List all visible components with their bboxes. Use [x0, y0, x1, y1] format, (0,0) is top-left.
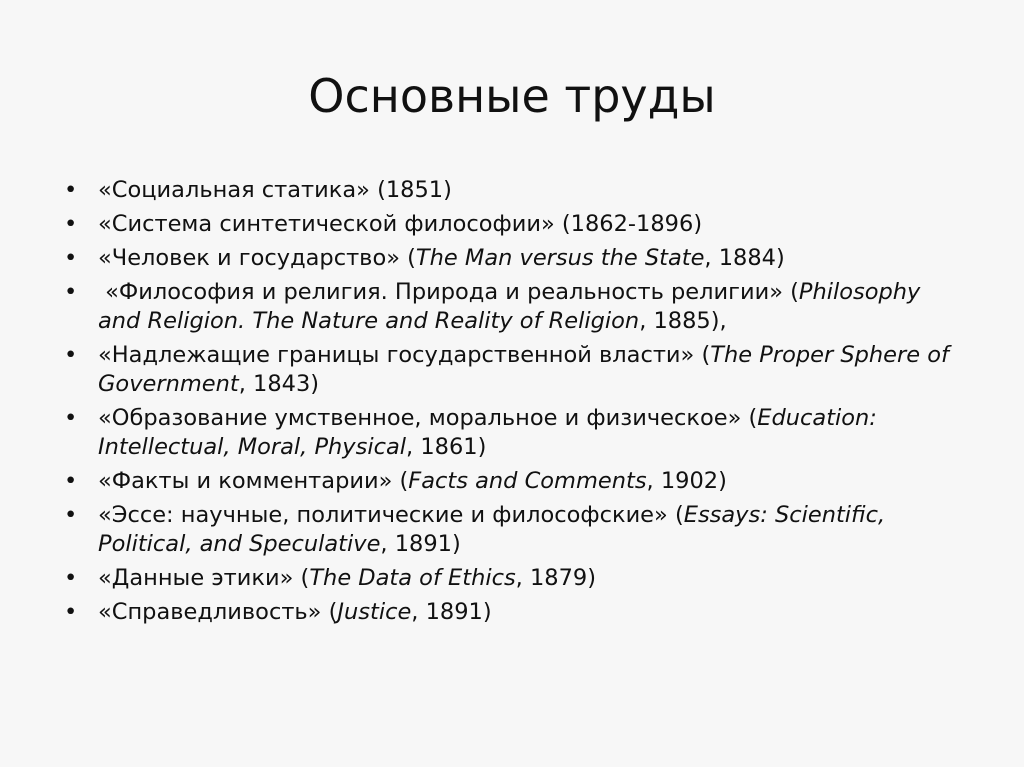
bullet-icon: •	[64, 565, 78, 591]
works-list	[64, 176, 964, 632]
list-item	[64, 341, 964, 399]
list-item	[64, 244, 964, 273]
item-english-title: Justice	[337, 599, 412, 625]
item-english-title: The Man versus the State	[415, 245, 705, 271]
item-english-title: Essays: Scientific, Political, and Speculative	[98, 502, 886, 557]
bullet-icon: •	[64, 405, 78, 431]
bullet-icon: •	[64, 279, 78, 305]
bullet-icon: •	[64, 599, 78, 625]
item-text: «Социальная статика» (1851)	[98, 177, 452, 203]
item-text: «Факты и комментарии» (	[98, 468, 409, 494]
item-english-title: Facts and Comments	[408, 468, 647, 494]
item-text: «Философия и религия. Природа и реальность религии» (	[98, 279, 799, 305]
item-text: «Образование умственное, моральное и физическое» (	[98, 405, 758, 431]
bullet-icon: •	[64, 342, 78, 368]
item-english-title: The Proper Sphere of Government	[98, 342, 949, 397]
bullet-icon: •	[64, 245, 78, 271]
list-item	[64, 564, 964, 593]
list-item	[64, 501, 964, 559]
item-year: , 1891)	[380, 531, 461, 557]
bullet-icon: •	[64, 468, 78, 494]
item-text: «Надлежащие границы государственной власти» (	[98, 342, 711, 368]
item-text: «Справедливость» (	[98, 599, 338, 625]
item-year: , 1861)	[406, 434, 487, 460]
bullet-icon: •	[64, 177, 78, 203]
list-item	[64, 404, 964, 462]
slide-title: Основные труды	[308, 69, 716, 123]
list-item	[64, 210, 964, 239]
item-text: «Данные этики» (	[98, 565, 310, 591]
list-item	[64, 176, 964, 205]
item-english-title: The Data of Ethics	[309, 565, 516, 591]
list-item	[64, 467, 964, 496]
item-year: , 1843)	[238, 371, 320, 397]
bullet-icon: •	[64, 502, 78, 528]
item-year: , 1885),	[639, 308, 727, 334]
list-item	[64, 598, 964, 627]
item-text: «Эссе: научные, политические и философские» (	[98, 502, 684, 528]
item-english-title: Philosophy and Religion. The Nature and Reality of Religion	[98, 279, 921, 334]
bullet-icon: •	[64, 211, 78, 237]
item-year: , 1891)	[411, 599, 492, 625]
item-year: , 1884)	[704, 245, 785, 271]
list-item	[64, 278, 964, 336]
item-year: , 1879)	[515, 565, 597, 591]
item-english-title: Education: Intellectual, Moral, Physical	[98, 405, 877, 460]
item-text: «Человек и государство» (	[98, 245, 416, 271]
item-text: «Система синтетической философии» (1862-1896)	[98, 211, 703, 237]
item-year: , 1902)	[646, 468, 727, 494]
